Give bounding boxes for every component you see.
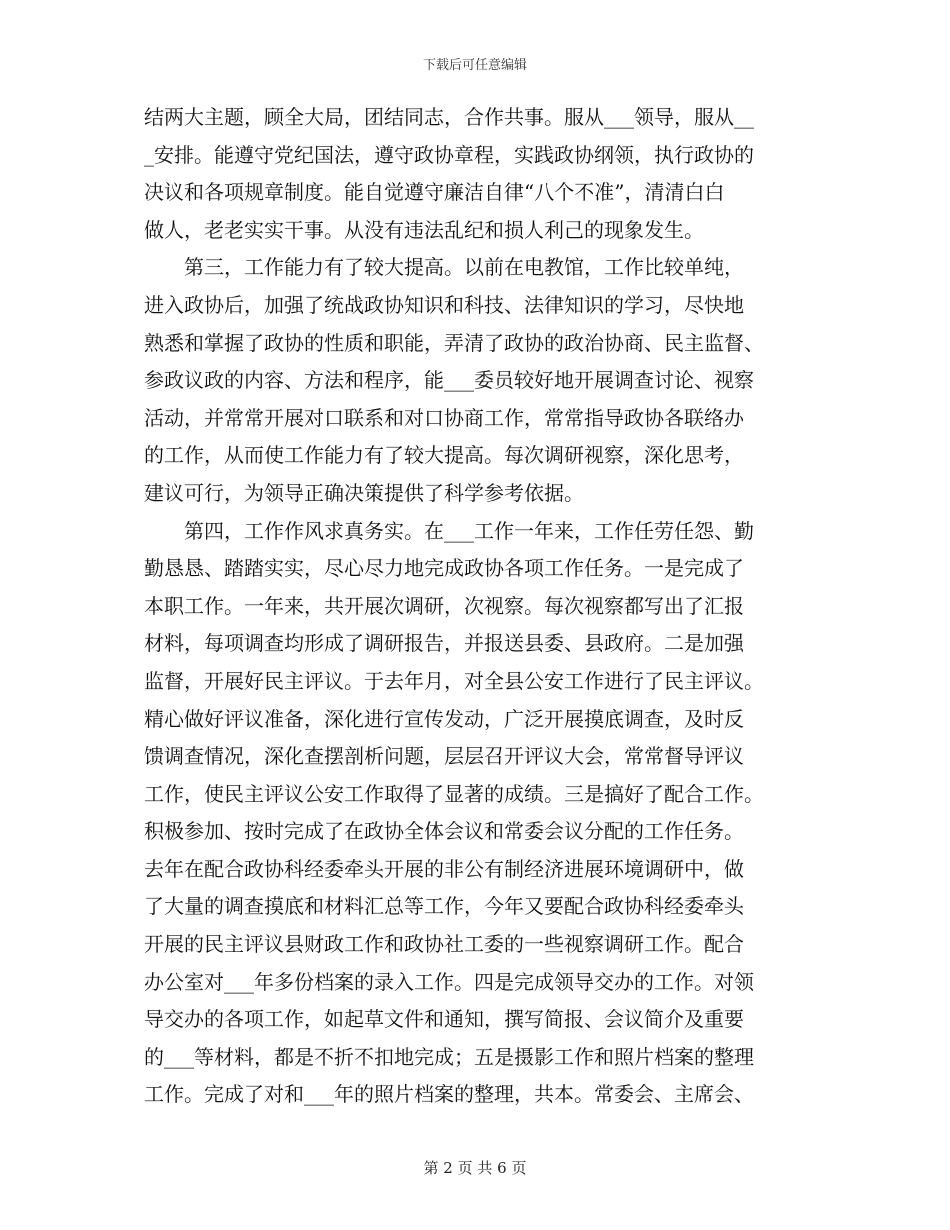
text-line: 本职工作。一年来，共开展次调研，次视察。每次视察都写出了汇报 xyxy=(144,593,744,618)
text-line: 第四，工作作风求真务实。在___工作一年来，工作任劳任怨、勤 xyxy=(144,518,754,543)
document-body xyxy=(144,99,816,1114)
text-line: 积极参加、按时完成了在政协全体会议和常委会议分配的工作任务。 xyxy=(144,819,744,844)
page-number: 第 2 页 共 6 页 xyxy=(423,1159,527,1177)
text-line: 工作，使民主评议公安工作取得了显著的成绩。三是搞好了配合工作。 xyxy=(144,781,764,806)
page-header: 下载后可任意编辑 xyxy=(422,58,527,73)
text-line: 导交办的各项工作，如起草文件和通知，撰写简报、会议简介及重要 xyxy=(144,1007,744,1032)
text-line: 的___等材料，都是不折不扣地完成；五是摄影工作和照片档案的整理 xyxy=(144,1044,754,1069)
text-line: 建议可行，为领导正确决策提供了科学参考依据。 xyxy=(144,480,584,505)
text-line: 精心做好评议准备，深化进行宣传发动，广泛开展摸底调查，及时反 xyxy=(144,706,744,731)
text-line: 活动，并常常开展对口联系和对口协商工作，常常指导政协各联络办 xyxy=(144,405,744,430)
text-line: _安排。能遵守党纪国法，遵守政协章程，实践政协纲领，执行政协的 xyxy=(144,142,754,167)
text-line: 做人，老老实实干事。从没有违法乱纪和损人利己的现象发生。 xyxy=(144,217,704,242)
text-line: 开展的民主评议县财政工作和政协社工委的一些视察调研工作。配合 xyxy=(144,932,744,957)
text-line: 材料，每项调查均形成了调研报告，并报送县委、县政府。二是加强 xyxy=(144,631,744,656)
text-line: 监督，开展好民主评议。于去年月，对全县公安工作进行了民主评议。 xyxy=(144,668,764,693)
text-line: 熟悉和掌握了政协的性质和职能，弄清了政协的政治协商、民主监督、 xyxy=(144,330,764,355)
text-line: 结两大主题，顾全大局，团结同志，合作共事。服从___领导，服从__ xyxy=(144,105,754,129)
text-line: 工作。完成了对和___年的照片档案的整理，共本。常委会、主席会、 xyxy=(144,1082,754,1107)
text-line: 第三，工作能力有了较大提高。以前在电教馆，工作比较单纯， xyxy=(144,255,744,280)
text-line: 了大量的调查摸底和材料汇总等工作，今年又要配合政协科经委牵头 xyxy=(144,894,744,919)
text-line: 的工作，从而使工作能力有了较大提高。每次调研视察，深化思考， xyxy=(144,443,744,468)
text-line: 勤恳恳、踏踏实实，尽心尽力地完成政协各项工作任务。一是完成了 xyxy=(144,556,744,581)
text-line: 决议和各项规章制度。能自觉遵守廉洁自律“八个不准”，清清白白 xyxy=(144,180,725,205)
text-line: 办公室对___年多份档案的录入工作。四是完成领导交办的工作。对领 xyxy=(144,969,754,994)
text-line: 馈调查情况，深化查摆剖析问题，层层召开评议大会，常常督导评议 xyxy=(144,744,744,769)
text-line: 参政议政的内容、方法和程序，能___委员较好地开展调查讨论、视察 xyxy=(144,368,754,393)
text-line: 去年在配合政协科经委牵头开展的非公有制经济进展环境调研中，做 xyxy=(144,856,744,881)
text-line: 进入政协后，加强了统战政协知识和科技、法律知识的学习，尽快地 xyxy=(144,292,744,317)
